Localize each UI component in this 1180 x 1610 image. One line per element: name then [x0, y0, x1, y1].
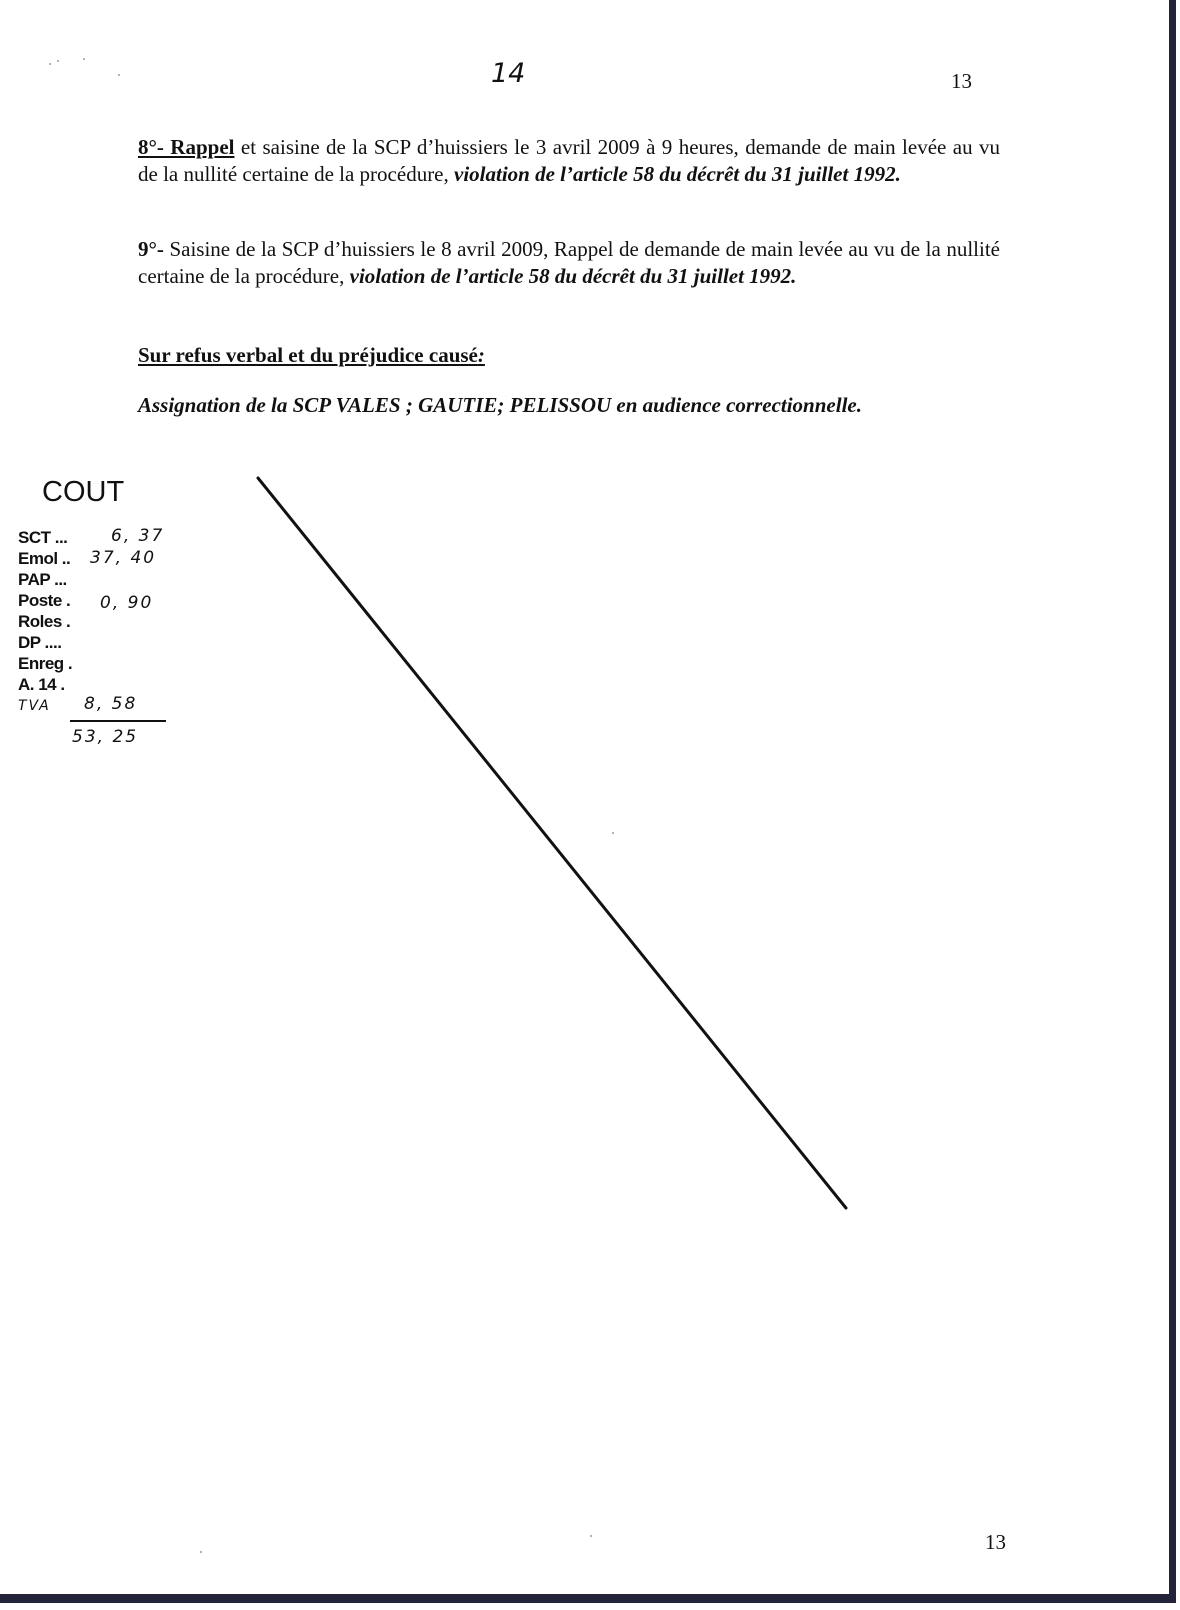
scan-speck: [200, 1551, 202, 1553]
scan-speck: [118, 74, 120, 76]
item-9-text: Saisine de la SCP d’huissiers le 8 avril 2009, Rappel de demande de main levée au vu de la nullité certaine de la procédure,: [138, 237, 1000, 288]
item-8-lead: 8°- Rappel: [138, 135, 235, 159]
stamp-row-value: 8, 58: [84, 694, 138, 714]
page-number-bottom: 13: [985, 1530, 1006, 1554]
stamp-row-label: DP ....: [18, 633, 62, 652]
scan-speck: [83, 58, 85, 60]
stamp-row-label: PAP ...: [18, 570, 67, 589]
item-8-text: et saisine de la SCP d’huissiers le 3 avril 2009 à 9 heures, demande de main levée au vu de la nullité certaine de la procédure,: [138, 135, 1001, 186]
scan-speck: [49, 63, 51, 65]
stamp-row-label: SCT ...: [18, 528, 68, 547]
stamp-row-label: A. 14 .: [18, 675, 65, 694]
stamp-total: 53, 25: [72, 727, 139, 747]
scan-speck: [590, 1535, 592, 1537]
page-number-top: 13: [951, 69, 972, 93]
stamp-row-label: TVA: [18, 698, 51, 714]
scan-speck: [612, 832, 614, 834]
stamp-row-label: Poste .: [18, 591, 71, 610]
item-9-emphasis: violation de l’article 58 du décrêt du 31 juillet 1992.: [349, 264, 797, 288]
stamp-row-value: 37, 40: [90, 548, 157, 568]
item-9-lead: 9°-: [138, 237, 164, 261]
assignation-line: Assignation de la SCP VALES ; GAUTIE; PELISSOU en audience correctionnelle.: [138, 393, 862, 417]
handwritten-page-number: 14: [491, 58, 526, 89]
stamp-row-label: Emol ..: [18, 549, 71, 568]
scan-speck: [57, 60, 59, 62]
stamp-title: COUT: [42, 476, 125, 508]
section-heading-colon: :: [477, 343, 485, 367]
section-heading-text: Sur refus verbal et du préjudice causé: [138, 343, 478, 367]
stamp-row-label: Enreg .: [18, 654, 73, 673]
item-8-emphasis: violation de l’article 58 du décrêt du 31 juillet 1992.: [454, 162, 901, 186]
stamp-row-value: 6, 37: [111, 526, 165, 546]
stamp-row-value: 0, 90: [100, 593, 154, 613]
stamp-row-label: Roles .: [18, 612, 71, 631]
